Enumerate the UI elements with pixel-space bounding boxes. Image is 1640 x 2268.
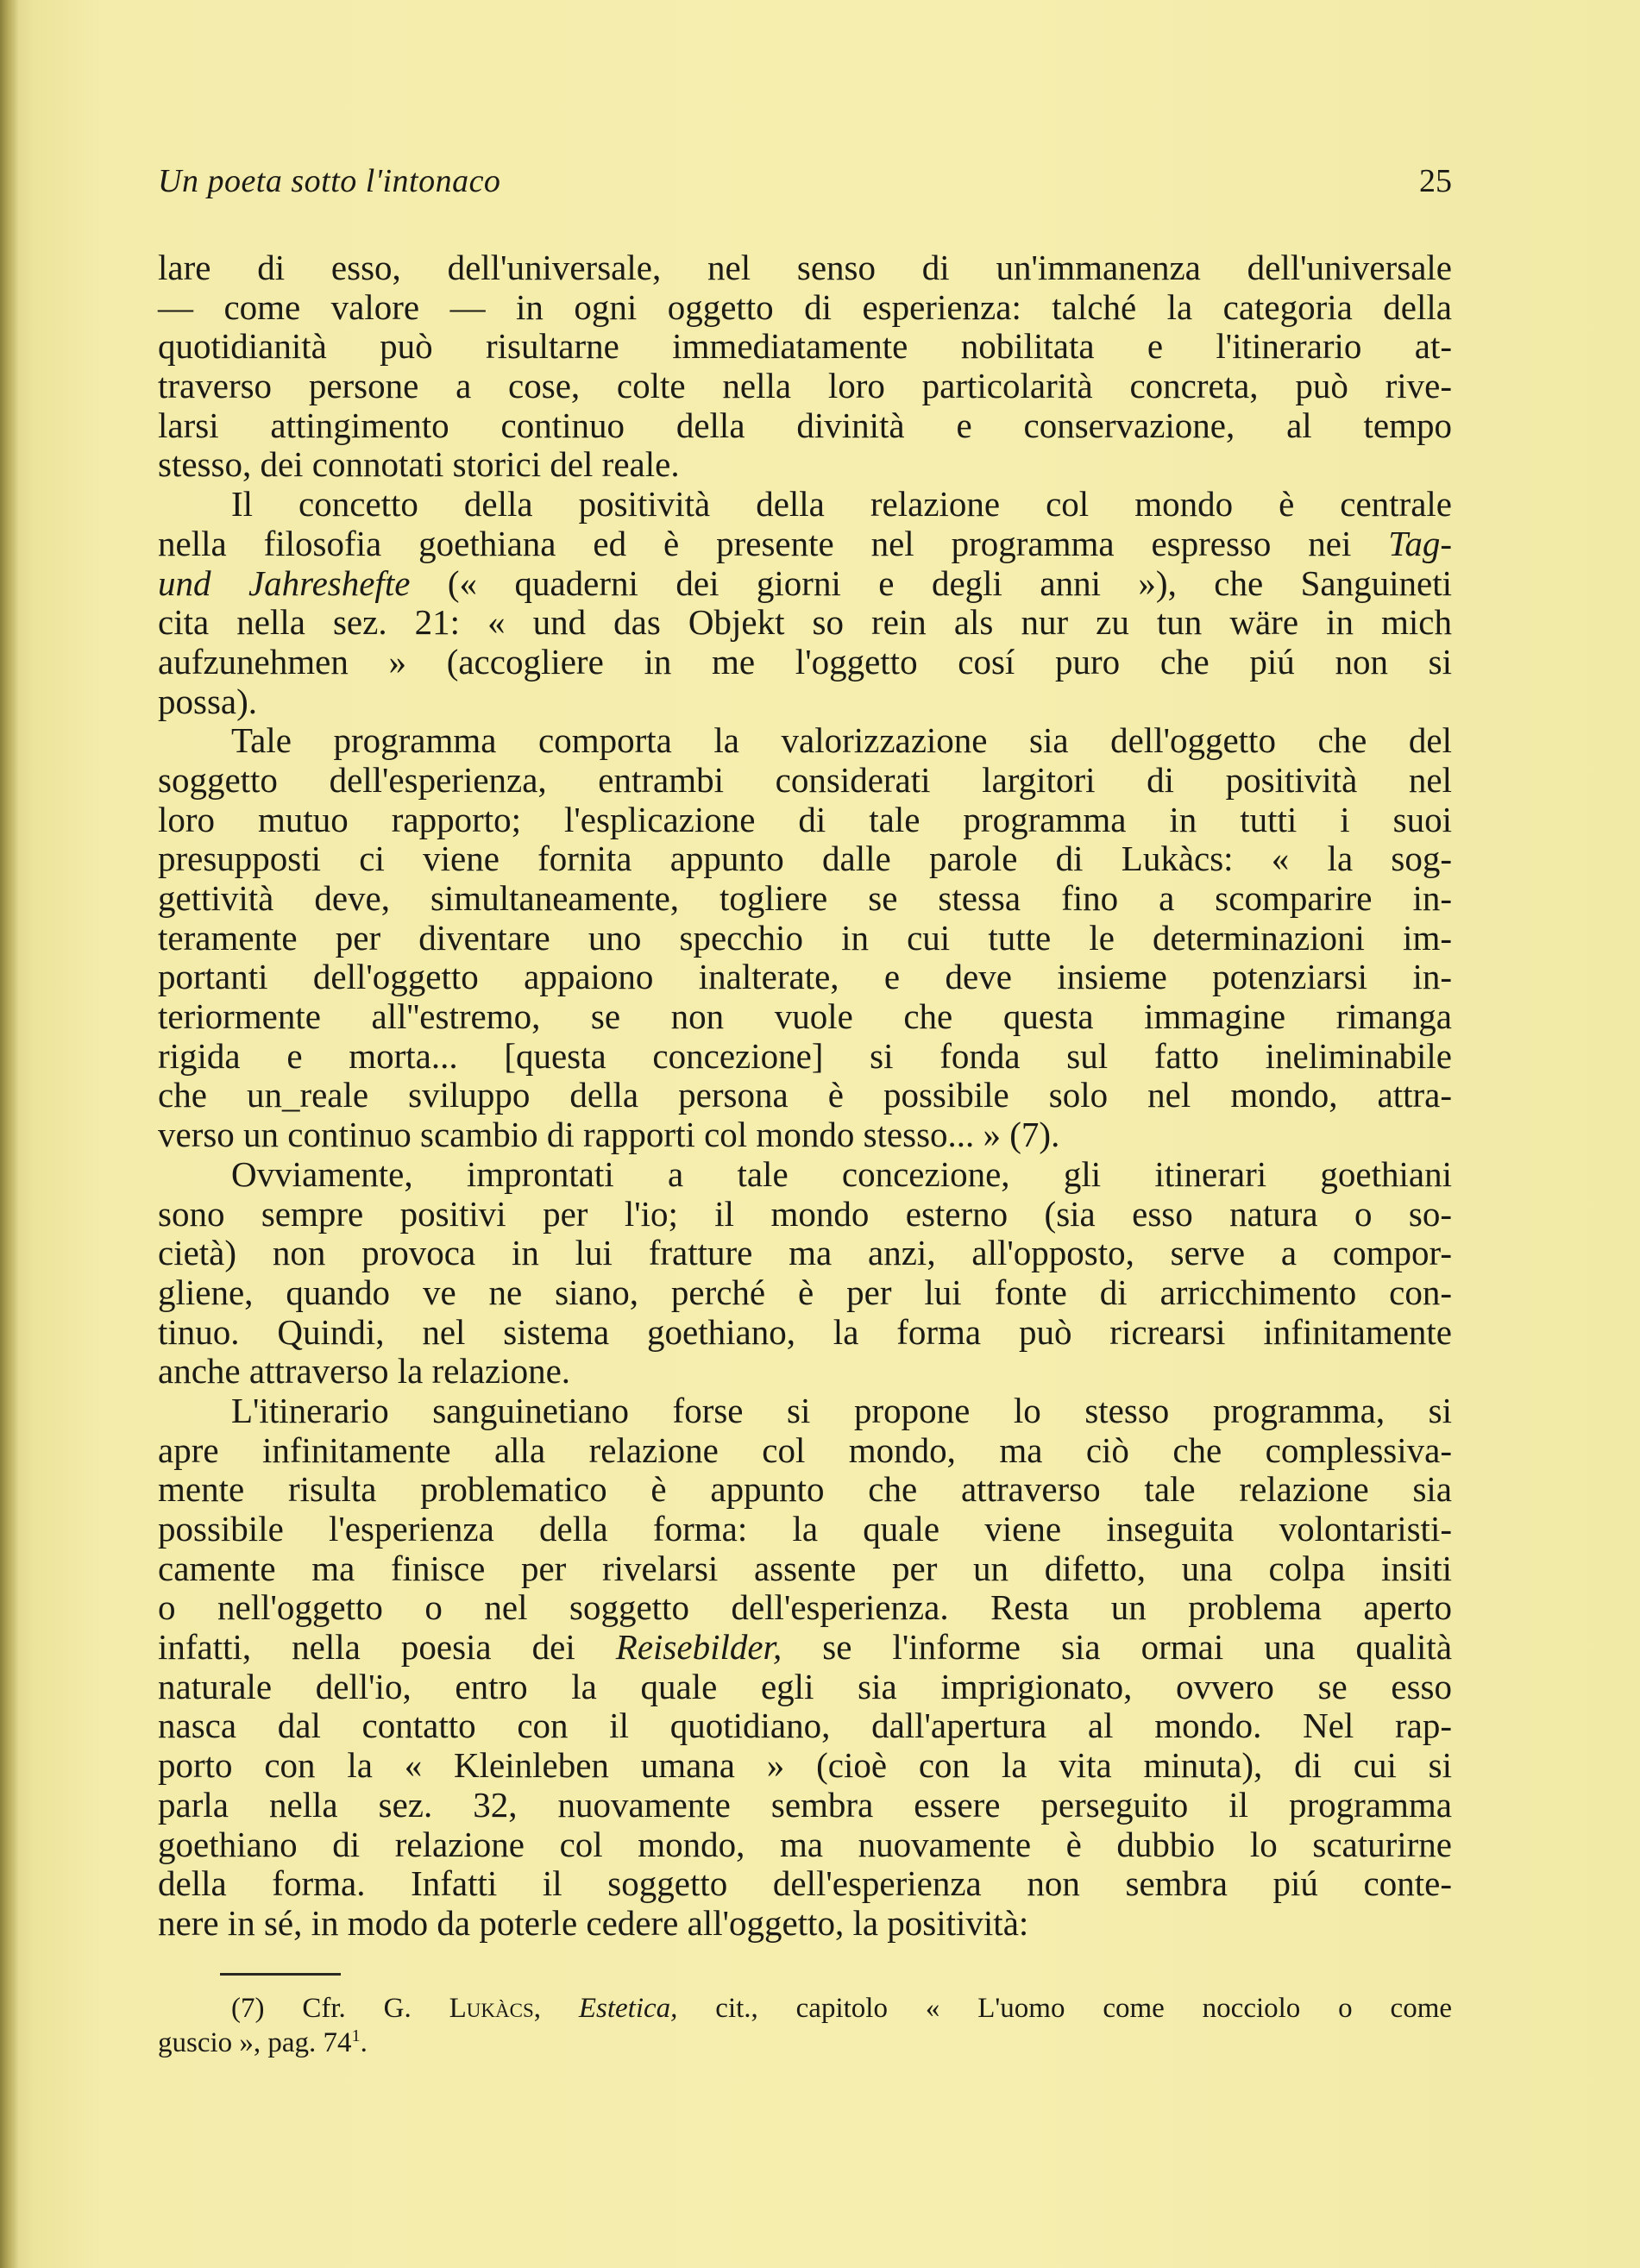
text-line: parla nella sez. 32, nuovamente sembra essere perseguito il programma xyxy=(158,1784,1452,1825)
footnote-line xyxy=(158,2026,1452,2060)
text-line: sono sempre positivi per l'io; il mondo esterno (sia esso natura o so- xyxy=(158,1193,1452,1234)
text-line: porto con la « Kleinleben umana » (cioè con la vita minuta), di cui si xyxy=(158,1745,1452,1786)
text-line xyxy=(158,564,1452,604)
text-line: traverso persone a cose, colte nella loro particolarità concreta, può rive- xyxy=(158,366,1452,406)
text-line: Il concetto della positività della relazione col mondo è centrale xyxy=(231,484,1452,525)
text-line: o nell'oggetto o nel soggetto dell'esperienza. Resta un problema aperto xyxy=(158,1587,1452,1628)
text-line: verso un continuo scambio di rapporti col mondo stesso... » (7). xyxy=(158,1115,1060,1155)
text-line: mente risulta problematico è appunto che attraverso tale relazione sia xyxy=(158,1469,1452,1510)
text-line: nere in sé, in modo da poterle cedere all'oggetto, la positività: xyxy=(158,1902,1029,1943)
italic-title-segment: Estetica, xyxy=(578,1993,678,2024)
text-line: L'itinerario sanguinetiano forse si propone lo stesso programma, si xyxy=(231,1390,1452,1430)
text-line: stesso, dei connotati storici del reale. xyxy=(158,444,680,485)
text-line: portanti dell'oggetto appaiono inalterate, e deve insieme potenziarsi in- xyxy=(158,957,1452,997)
text-segment: infatti, nella poesia dei xyxy=(158,1627,575,1668)
text-line: teriormente all''estremo, se non vuole che questa immagine rimanga xyxy=(158,996,1452,1037)
text-line: tinuo. Quindi, nel sistema goethiano, la forma può ricrearsi infinitamente xyxy=(158,1311,1452,1352)
text-line: cietà) non provoca in lui fratture ma anzi, all'opposto, serve a compor- xyxy=(158,1233,1452,1273)
superscript: 1 xyxy=(351,2026,361,2045)
page-spine-shadow xyxy=(0,0,19,2268)
running-title: Un poeta sotto l'intonaco xyxy=(158,163,501,199)
italic-title-segment: und Jahreshefte xyxy=(158,562,411,603)
running-head xyxy=(158,162,1452,205)
footnote-segment: guscio », pag. 74 xyxy=(158,2027,352,2058)
footnote-segment: (7) Cfr. G. xyxy=(231,1993,412,2024)
text-segment: nella filosofia goethiana ed è presente nel programma espresso nei xyxy=(158,523,1352,563)
text-line: nasca dal contatto con il quotidiano, dall'apertura al mondo. Nel rap- xyxy=(158,1706,1452,1746)
text-line: soggetto dell'esperienza, entrambi considerati largitori di positività nel xyxy=(158,759,1452,800)
text-line: apre infinitamente alla relazione col mondo, ma ciò che complessiva- xyxy=(158,1429,1452,1470)
text-line: Ovviamente, improntati a tale concezione, gli itinerari goethiani xyxy=(231,1153,1452,1194)
text-line: presupposti ci viene fornita appunto dalle parole di Lukàcs: « la sog- xyxy=(158,839,1452,879)
text-line: rigida e morta... [questa concezione] si fonda sul fatto ineliminabile xyxy=(158,1035,1452,1076)
body-text xyxy=(158,248,1452,1944)
text-line: della forma. Infatti il soggetto dell'esperienza non sembra piú conte- xyxy=(158,1863,1452,1904)
page-number: 25 xyxy=(1419,163,1452,199)
text-segment: se l'informe sia ormai una qualità xyxy=(822,1627,1453,1668)
text-line: possibile l'esperienza della forma: la quale viene inseguita volontaristi- xyxy=(158,1509,1452,1549)
text-line: possa). xyxy=(158,681,258,721)
author-name: Lukàcs, xyxy=(449,1993,541,2024)
text-line: larsi attingimento continuo della divinità e conservazione, al tempo xyxy=(158,405,1452,445)
italic-title-segment: Tag- xyxy=(1388,523,1452,563)
italic-title-segment: Reisebilder, xyxy=(615,1627,782,1668)
text-line xyxy=(158,525,1452,564)
footnote-segment: cit., capitolo « L'uomo come nocciolo o come xyxy=(715,1993,1453,2024)
text-line: Tale programma comporta la valorizzazione sia dell'oggetto che del xyxy=(231,720,1452,761)
text-line: gliene, quando ve ne siano, perché è per lui fonte di arricchimento con- xyxy=(158,1272,1452,1312)
text-line: loro mutuo rapporto; l'esplicazione di tale programma in tutti i suoi xyxy=(158,799,1452,839)
text-line: camente ma finisce per rivelarsi assente per un difetto, una colpa insiti xyxy=(158,1548,1452,1588)
text-line: cita nella sez. 21: « und das Objekt so rein als nur zu tun wäre in mich xyxy=(158,602,1452,643)
text-line: lare di esso, dell'universale, nel senso di un'immanenza dell'universale xyxy=(158,248,1452,287)
text-line: quotidianità può risultarne immediatamente nobilitata e l'itinerario at- xyxy=(158,326,1452,367)
text-line: anche attraverso la relazione. xyxy=(158,1351,571,1392)
text-segment: (« quaderni dei giorni e degli anni »), che Sanguineti xyxy=(447,562,1452,603)
text-line: goethiano di relazione col mondo, ma nuovamente è dubbio lo scaturirne xyxy=(158,1824,1452,1864)
text-line: naturale dell'io, entro la quale egli sia imprigionato, ovvero se esso xyxy=(158,1666,1452,1706)
text-line: teramente per diventare uno specchio in cui tutte le determinazioni im- xyxy=(158,917,1452,958)
footnote-rule xyxy=(220,1973,341,1976)
footnote-line xyxy=(158,1991,1452,2026)
footnote-segment: . xyxy=(360,2027,368,2058)
text-line: gettività deve, simultaneamente, togliere se stessa fino a scomparire in- xyxy=(158,878,1452,918)
text-line: aufzunehmen » (accogliere in me l'oggetto cosí puro che piú non si xyxy=(158,641,1452,682)
footnotes xyxy=(158,1991,1452,2060)
text-line: che un_reale sviluppo della persona è possibile solo nel mondo, attra- xyxy=(158,1075,1452,1115)
text-line xyxy=(158,1628,1452,1668)
text-line: — come valore — in ogni oggetto di esperienza: talché la categoria della xyxy=(158,286,1452,327)
